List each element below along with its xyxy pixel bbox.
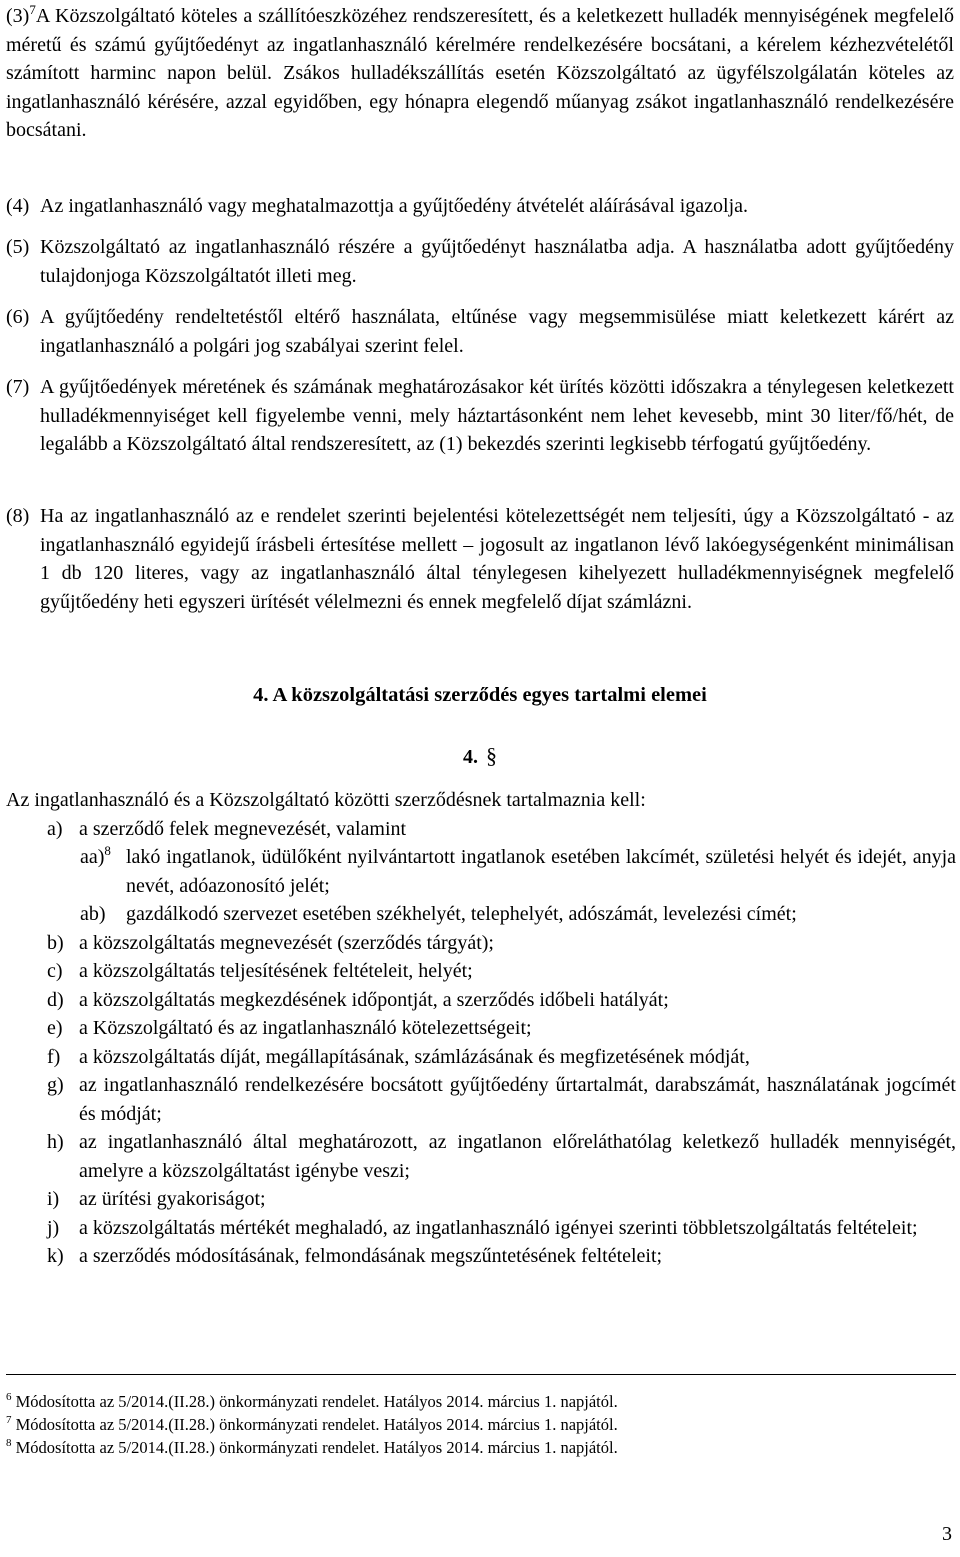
footnote-6: $^6$ Módosította az 5/2014.(II.28.) önkormányzati rendelet. Hatályos 2014. március 1. napjától. bbox=[6, 1391, 618, 1411]
paragraph-7-number: (7) bbox=[6, 376, 30, 398]
paragraph-6 bbox=[6, 303, 954, 360]
paragraph-3-text: $(3)^7A$ Közszolgáltató köteles a szállítóeszközéhez rendszeresített, és a keletkezett hulladék mennyiségének megfelelő méretű és számú gyűjtőedényt az ingatlanhasználó kérelmére rendelkezésére bocsátani, a kérelem kézhezvételétől számított harminc napon belül. Zsákos hulladékszállítás esetén Közszolgáltató az ügyfélszolgálatán köteles az ingatlanhasználó kérésére, azzal egyidőben, egy hónapra elegendő műanyag zsákot ingatlanhasználó rendelkezésére bocsátani. bbox=[6, 2, 954, 141]
list-item-j: j) a közszolgáltatás mértékét meghaladó, az ingatlanhasználó igényei szerinti többletszolgáltatás feltételeit; bbox=[47, 1216, 918, 1239]
section-label: 4. bbox=[463, 746, 478, 768]
page-number: 3 bbox=[942, 1523, 952, 1545]
list-item-f: f) a közszolgáltatás díját, megállapításának, számlázásának és megfizetésének módját, bbox=[47, 1045, 750, 1068]
paragraph-7 bbox=[6, 373, 954, 459]
footnote-divider bbox=[6, 1374, 956, 1375]
paragraph-8 bbox=[6, 502, 954, 616]
contract-contents-list bbox=[6, 786, 956, 1271]
paragraph-3 bbox=[6, 2, 954, 145]
list-intro: Az ingatlanhasználó és a Közszolgáltató közötti szerződésnek tartalmaznia kell: bbox=[6, 789, 646, 811]
section-number bbox=[0, 743, 960, 769]
list-item-d: d) a közszolgáltatás megkezdésének időpontját, a szerződés időbeli hatályát; bbox=[47, 988, 669, 1011]
paragraph-8-number: (8) bbox=[6, 505, 30, 527]
list-item-b: b) a közszolgáltatás megnevezését (szerződés tárgyát); bbox=[47, 931, 494, 954]
paragraph-6-text: A gyűjtőedény rendeltetéstől eltérő használata, eltűnése vagy megsemmisülése miatt keletkezett kárért az ingatlanhasználó a polgári jog szabályai szerint felel. bbox=[40, 306, 954, 357]
section-sign: § bbox=[486, 743, 497, 768]
paragraph-4-number: (4) bbox=[6, 195, 30, 217]
paragraph-7-text: A gyűjtőedények méretének és számának meghatározásakor két ürítés közötti időszakra a ténylegesen keletkezett hulladékmennyiséget kell figyelembe venni, mely háztartásonként nem lehet kevesebb, mint 30 liter/fő/hét, de legalább a Közszolgáltató által rendszeresített, az (1) bekezdés szerinti legkisebb térfogatú gyűjtőedény. bbox=[40, 376, 954, 455]
list-item-a: a) a szerződő felek megnevezését, valamint bbox=[47, 817, 407, 840]
paragraph-4-text: Az ingatlanhasználó vagy meghatalmazottja a gyűjtőedény átvételét aláírásával igazolja. bbox=[40, 195, 749, 217]
list-item-e: e) a Közszolgáltató és az ingatlanhasználó kötelezettségeit; bbox=[47, 1017, 532, 1039]
paragraph-3-number: (3) bbox=[6, 5, 30, 27]
list-item-ab: ab) gazdálkodó szervezet esetében székhelyét, telephelyét, adószámát, levelezési címét; bbox=[80, 903, 797, 925]
list-item-g: g) az ingatlanhasználó rendelkezésére bocsátott gyűjtőedény űrtartalmát, darabszámát, használatának jogcímét és módját; bbox=[47, 1074, 956, 1125]
list-item-aa: aa)$^8$ lakó ingatlanok, üdülőként nyilvántartott ingatlanok esetében lakcímét, születési helyét és idejét, anyja nevét, adóazonosító jelét; bbox=[80, 843, 956, 897]
footnote-ref-7[interactable]: 7 bbox=[29, 2, 36, 17]
list-item-c: c) a közszolgáltatás teljesítésének feltételeit, helyét; bbox=[47, 960, 473, 982]
paragraph-5-text: Közszolgáltató az ingatlanhasználó részére a gyűjtőedényt használatba adja. A használatba adott gyűjtőedény tulajdonjoga Közszolgáltatót illeti meg. bbox=[40, 236, 954, 287]
paragraph-5 bbox=[6, 233, 954, 290]
footnote-8: $^8$ Módosította az 5/2014.(II.28.) önkormányzati rendelet. Hatályos 2014. március 1. napjától. bbox=[6, 1437, 618, 1457]
list-item-k: k) a szerződés módosításának, felmondásának megszűntetésének feltételeit; bbox=[47, 1245, 663, 1267]
list-item-h: h) az ingatlanhasználó által meghatározott, az ingatlanon előreláthatólag keletkező hulladék mennyiségét, amelyre a közszolgáltatást igénybe veszi; bbox=[47, 1131, 956, 1182]
section-heading: 4. A közszolgáltatási szerződés egyes tartalmi elemei bbox=[253, 684, 707, 706]
footnote-7: $^7$ Módosította az 5/2014.(II.28.) önkormányzati rendelet. Hatályos 2014. március 1. napjától. bbox=[6, 1414, 618, 1434]
paragraph-8-text: Ha az ingatlanhasználó az e rendelet szerinti bejelentési kötelezettségét nem teljesíti, úgy a Közszolgáltató - az ingatlanhasználó egyidejű írásbeli értesítése mellett – jogosult az ingatlanon lévő lakóegységenként minimálisan 1 db 120 literes, vagy az ingatlanhasználó által ténylegesen kihelyezett hulladékmennyiségnek megfelelő gyűjtőedény heti egyszeri ürítését vélelmezni és ennek megfelelő díjat számlázni. bbox=[40, 505, 954, 613]
list-item-i: i) az ürítési gyakoriságot; bbox=[47, 1188, 266, 1210]
paragraph-6-number: (6) bbox=[6, 306, 30, 328]
paragraph-4 bbox=[6, 192, 954, 221]
footnote-ref-8[interactable]: 8 bbox=[104, 843, 111, 858]
paragraph-5-number: (5) bbox=[6, 236, 30, 258]
